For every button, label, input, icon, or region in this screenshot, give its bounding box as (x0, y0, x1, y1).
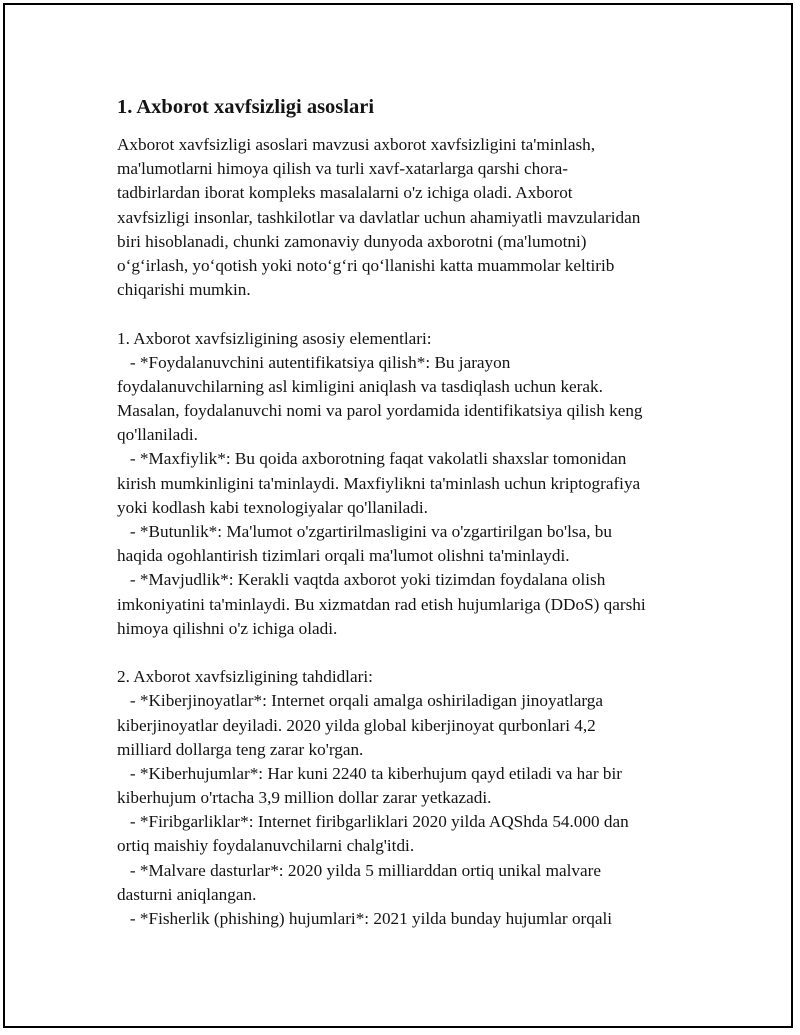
section2-line: ortiq maishiy foydalanuvchilarni chalg'itdi. (117, 836, 415, 856)
section1-line: qo'llaniladi. (117, 425, 198, 445)
section1-line: haqida ogohlantirish tizimlari orqali ma'lumot olishni ta'minlaydi. (117, 546, 570, 566)
section2-line: milliard dollarga teng zarar ko'rgan. (117, 739, 364, 759)
section1-line: imkoniyatini ta'minlaydi. Bu xizmatdan rad etish hujumlariga (DDoS) qarshi (117, 594, 646, 614)
text-block (117, 133, 697, 931)
section2-line: - *Fisherlik (phishing) hujumlari*: 2021 yilda bunday hujumlar orqali (117, 909, 613, 928)
section1-line: - *Maxfiylik*: Bu qoida axborotning faqat vakolatli shaxslar tomonidan (117, 449, 627, 469)
section1-line: - *Butunlik*: Ma'lumot o'zgartirilmasligini va o'zgartirilgan bo'lsa, bu (117, 522, 612, 541)
intro-line: o‘g‘irlash, yo‘qotish yoki noto‘g‘ri qo‘llanishi katta muammolar keltirib (117, 255, 615, 275)
intro-line: biri hisoblanadi, chunki zamonaviy dunyoda axborotni (ma'lumotni) (117, 231, 587, 251)
section1-line: Masalan, foydalanuvchi nomi va parol yordamida identifikatsiya qilish keng (117, 401, 643, 421)
intro-line: Axborot xavfsizligi asoslari mavzusi axborot xavfsizligini ta'minlash, (117, 135, 596, 154)
paragraph-gap (117, 641, 697, 665)
intro-line: chiqarishi mumkin. (117, 280, 251, 300)
intro-line: tadbirlardan iborat kompleks masalalarni o'z ichiga oladi. Axborot (117, 183, 573, 203)
section2-title: 2. Axborot xavfsizligining tahdidlari: (117, 667, 373, 687)
section1-line: foydalanuvchilarning asl kimligini aniqlash va tasdiqlash uchun kerak. (117, 376, 603, 396)
section2-line: - *Firibgarliklar*: Internet firibgarliklari 2020 yilda AQShda 54.000 dan (117, 812, 629, 832)
paragraph-gap (117, 302, 697, 326)
section2-line: kiberjinoyatlar deyiladi. 2020 yilda global kiberjinoyat qurbonlari 4,2 (117, 715, 596, 735)
section1-line: kirish mumkinligini ta'minlaydi. Maxfiylikni ta'minlash uchun kriptografiya (117, 473, 641, 493)
intro-line: ma'lumotlarni himoya qilish va turli xavf-xatarlarga qarshi chora- (117, 159, 568, 179)
section1-line: - *Mavjudlik*: Kerakli vaqtda axborot yoki tizimdan foydalana olish (117, 570, 606, 590)
section2-line: dasturni aniqlangan. (117, 884, 257, 904)
section2-line: - *Malvare dasturlar*: 2020 yilda 5 milliarddan ortiq unikal malvare (117, 860, 601, 880)
document-body (117, 92, 697, 931)
section2-line: - *Kiberjinoyatlar*: Internet orqali amalga oshiriladigan jinoyatlarga (117, 691, 604, 711)
section1-line: himoya qilishni o'z ichiga oladi. (117, 618, 338, 638)
section-heading: 1. Axborot xavfsizligi asoslari (117, 96, 375, 118)
section2-line: - *Kiberhujumlar*: Har kuni 2240 ta kiberhujum qayd etiladi va har bir (117, 763, 622, 783)
section1-title: 1. Axborot xavfsizligining asosiy elementlari: (117, 328, 432, 348)
section2-line: kiberhujum o'rtacha 3,9 million dollar zarar yetkazadi. (117, 788, 492, 808)
intro-line: xavfsizligi insonlar, tashkilotlar va davlatlar uchun ahamiyatli mavzularidan (117, 207, 641, 227)
section1-line: yoki kodlash kabi texnologiyalar qo'llaniladi. (117, 497, 428, 517)
section1-line: - *Foydalanuvchini autentifikatsiya qilish*: Bu jarayon (117, 352, 511, 372)
